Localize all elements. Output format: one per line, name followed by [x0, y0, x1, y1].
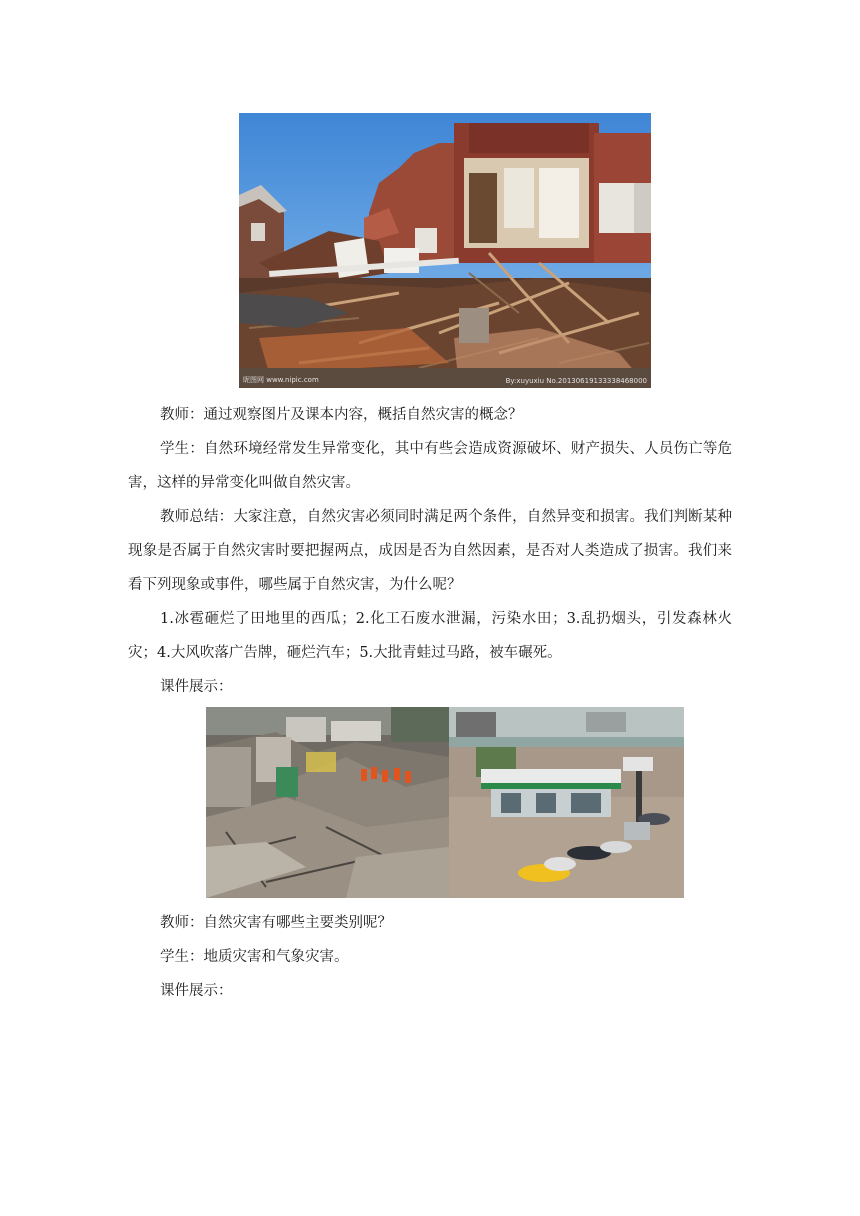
collapsed-building-photo — [239, 113, 651, 388]
paragraph-slide-label-2: 课件展示： — [160, 983, 233, 999]
paragraph-teacher-categories-question: 教师：自然灾害有哪些主要类别呢？ — [160, 915, 392, 931]
paragraph-student-answer: 学生：自然环境经常发生异常变化，其中有些会造成资源破坏、财产损失、人员伤亡等危害，这样的异常变化叫做自然灾害。 — [128, 441, 732, 491]
disaster-photos-composite — [206, 707, 684, 898]
paragraph-teacher-summary: 教师总结：大家注意，自然灾害必须同时满足两个条件，自然异变和损害。我们判断某种现象是否属于自然灾害时要把握两点，成因是否为自然因素，是否对人类造成了损害。我们来看下列现象或事件，哪些属于自然灾害，为什么呢？ — [128, 509, 732, 593]
paragraph-student-categories-answer: 学生：地质灾害和气象灾害。 — [160, 949, 349, 965]
watermark-left: 昵图网 www.nipic.com — [243, 376, 319, 384]
paragraph-teacher-question: 教师：通过观察图片及课本内容，概括自然灾害的概念？ — [160, 407, 523, 423]
paragraph-slide-label: 课件展示： — [160, 679, 233, 695]
paragraph-examples-list: 1.冰雹砸烂了田地里的西瓜；2.化工石废水泄漏，污染水田；3.乱扔烟头，引发森林火灾；4.大风吹落广告牌，砸烂汽车；5.大批青蛙过马路，被车碾死。 — [128, 611, 732, 661]
watermark-right: By:xuyuxiu No.20130619133338468000 — [505, 377, 647, 385]
